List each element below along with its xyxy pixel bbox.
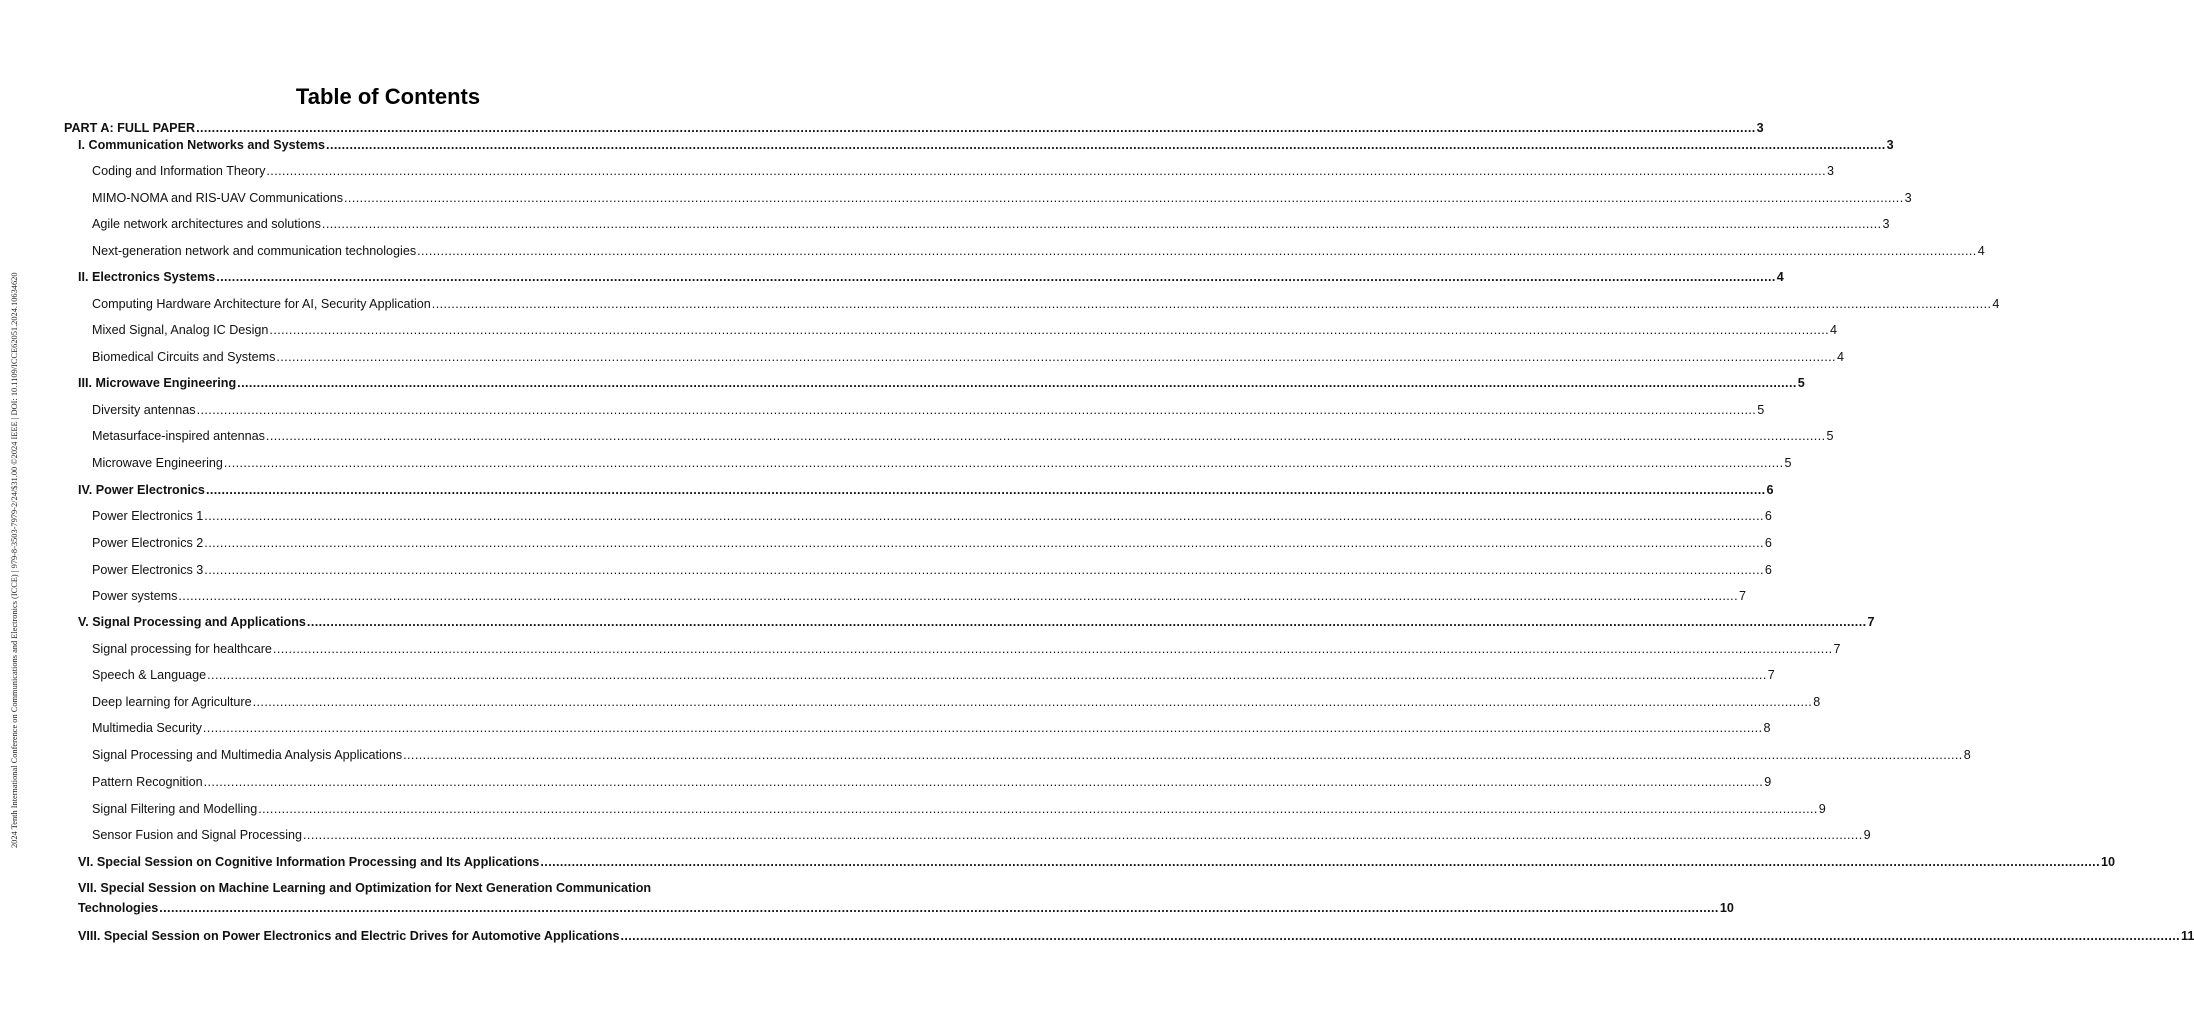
toc-page-number: 7: [1867, 615, 1875, 629]
toc-page-number: 10: [2100, 855, 2115, 869]
toc-page-number: 7: [1833, 642, 1841, 656]
toc-subentry[interactable]: [92, 641, 1841, 657]
toc-page-number: 7: [1767, 668, 1775, 682]
toc-subentry[interactable]: [92, 535, 1772, 551]
toc-entry-label: Metasurface-inspired antennas: [92, 429, 265, 443]
toc-subentry[interactable]: [92, 720, 1771, 736]
page-title: Table of Contents: [295, 84, 481, 109]
toc-page-number: 4: [1836, 350, 1844, 364]
toc-subentry[interactable]: [92, 296, 2000, 312]
toc-entry-label: Coding and Information Theory: [92, 164, 266, 178]
toc-entry-label: Next-generation network and communication technologies: [92, 244, 417, 258]
toc-entry-label: Power Electronics 2: [92, 536, 204, 550]
toc-page-number: 11: [2181, 929, 2194, 943]
toc-entry-label: Pattern Recognition: [92, 775, 203, 789]
toc-entry-label: Multimedia Security: [92, 721, 202, 735]
toc-page-number: 9: [1863, 828, 1871, 842]
toc-entry-label: VI. Special Session on Cognitive Information Processing and Its Applications: [78, 855, 540, 869]
toc-entry-label: V. Signal Processing and Applications: [78, 615, 306, 629]
toc-page-number: 6: [1764, 509, 1772, 523]
copyright-sidebar: 2024 Tenth International Conference on Communications and Electronics (ICCE) | 979-8-3503-7979-2/24/$31.00 ©2024 IEEE | DOI: 10.1109/ICCE62051.2024.10634620: [10, 272, 19, 848]
toc-page-number: 9: [1818, 802, 1826, 816]
toc-subentry[interactable]: [92, 216, 1890, 232]
toc-page-number: 4: [1830, 323, 1838, 337]
dot-leader: ................................................................................................................................................................................................................................................................................................................................................................................................................: [204, 563, 1764, 577]
toc-part-entry[interactable]: [64, 120, 1764, 136]
dot-leader: ................................................................................................................................................................................................................................................................................................................................................................................................................: [269, 323, 1829, 337]
dot-leader: ................................................................................................................................................................................................................................................................................................................................................................................................................: [258, 802, 1818, 816]
dot-leader: ................................................................................................................................................................................................................................................................................................................................................................................................................: [196, 121, 1756, 135]
toc-entry-label: Microwave Engineering: [92, 456, 223, 470]
toc-page-number: 3: [1756, 121, 1764, 135]
toc-page-number: 6: [1766, 483, 1774, 497]
toc-subentry[interactable]: [92, 801, 1826, 817]
toc-subentry[interactable]: [92, 322, 1838, 338]
toc-page-number: 3: [1886, 138, 1894, 152]
toc-page-number: 4: [1776, 270, 1784, 284]
toc-entry-label: I. Communication Networks and Systems: [78, 138, 326, 152]
toc-page-number: 3: [1904, 191, 1912, 205]
toc-section-entry[interactable]: [78, 854, 2115, 870]
toc-entry-label: II. Electronics Systems: [78, 270, 216, 284]
toc-page-number: 6: [1764, 536, 1772, 550]
toc-page-number: 5: [1826, 429, 1834, 443]
dot-leader: ................................................................................................................................................................................................................................................................................................................................................................................................................: [252, 695, 1813, 709]
toc-entry-label: IV. Power Electronics: [78, 483, 205, 497]
toc-entry-label-continued: Technologies: [78, 901, 159, 915]
toc-subentry[interactable]: [92, 588, 1746, 604]
dot-leader: ................................................................................................................................................................................................................................................................................................................................................................................................................: [178, 589, 1738, 603]
toc-page-number: 4: [1977, 244, 1985, 258]
toc-entry-label: Diversity antennas: [92, 403, 196, 417]
toc-subentry[interactable]: [92, 562, 1772, 578]
dot-leader: ................................................................................................................................................................................................................................................................................................................................................................................................................: [326, 138, 1886, 152]
dot-leader: ................................................................................................................................................................................................................................................................................................................................................................................................................: [272, 642, 1833, 656]
dot-leader: ................................................................................................................................................................................................................................................................................................................................................................................................................: [344, 191, 1904, 205]
toc-section-entry[interactable]: [78, 614, 1875, 630]
toc-page-number: 8: [1813, 695, 1821, 709]
toc-page-number: 5: [1797, 376, 1805, 390]
toc-page-number: 3: [1826, 164, 1834, 178]
toc-page-number: 9: [1764, 775, 1772, 789]
dot-leader: ................................................................................................................................................................................................................................................................................................................................................................................................................: [306, 615, 1867, 629]
toc-page-number: 5: [1757, 403, 1765, 417]
toc-entry-label: Deep learning for Agriculture: [92, 695, 252, 709]
toc-page-number: 6: [1764, 563, 1772, 577]
toc-entry-label: Agile network architectures and solutions: [92, 217, 321, 231]
toc-page-number: 3: [1882, 217, 1890, 231]
toc-page-number: 8: [1963, 748, 1971, 762]
toc-subentry[interactable]: [92, 190, 1912, 206]
toc-entry-label: Biomedical Circuits and Systems: [92, 350, 276, 364]
dot-leader: ................................................................................................................................................................................................................................................................................................................................................................................................................: [321, 217, 1882, 231]
dot-leader: ................................................................................................................................................................................................................................................................................................................................................................................................................: [403, 748, 1963, 762]
dot-leader: ................................................................................................................................................................................................................................................................................................................................................................................................................: [223, 456, 1784, 470]
toc-entry-label: Signal processing for healthcare: [92, 642, 272, 656]
dot-leader: ................................................................................................................................................................................................................................................................................................................................................................................................................: [237, 376, 1797, 390]
dot-leader: ................................................................................................................................................................................................................................................................................................................................................................................................................: [204, 536, 1764, 550]
dot-leader: ................................................................................................................................................................................................................................................................................................................................................................................................................: [540, 855, 2100, 869]
dot-leader: ................................................................................................................................................................................................................................................................................................................................................................................................................: [303, 828, 1863, 842]
toc-section-entry[interactable]: [78, 482, 1774, 498]
toc-subentry[interactable]: [92, 349, 1844, 365]
toc-section-entry[interactable]: [78, 375, 1805, 391]
toc-page-number: 8: [1763, 721, 1771, 735]
toc-entry-label: VII. Special Session on Machine Learning and Optimization for Next Generation Communication: [78, 881, 652, 895]
toc-subentry[interactable]: [92, 455, 1792, 471]
toc-subentry[interactable]: [92, 774, 1772, 790]
toc-entry-label: Power Electronics 1: [92, 509, 204, 523]
toc-entry-label: Computing Hardware Architecture for AI, Security Application: [92, 297, 431, 311]
toc-entry-label: Power systems: [92, 589, 178, 603]
toc-page-number: 7: [1738, 589, 1746, 603]
dot-leader: ................................................................................................................................................................................................................................................................................................................................................................................................................: [266, 164, 1826, 178]
toc-entry-label: Power Electronics 3: [92, 563, 204, 577]
dot-leader: ................................................................................................................................................................................................................................................................................................................................................................................................................: [196, 403, 1757, 417]
toc-entry-label: III. Microwave Engineering: [78, 376, 237, 390]
dot-leader: ................................................................................................................................................................................................................................................................................................................................................................................................................: [204, 509, 1764, 523]
toc-subentry[interactable]: [92, 163, 1834, 179]
toc-page-number: 10: [1719, 901, 1734, 915]
toc-subentry[interactable]: [92, 827, 1871, 843]
dot-leader: ................................................................................................................................................................................................................................................................................................................................................................................................................: [620, 929, 2181, 943]
dot-leader: ................................................................................................................................................................................................................................................................................................................................................................................................................: [207, 668, 1767, 682]
toc-entry-label: VIII. Special Session on Power Electronics and Electric Drives for Automotive Applications: [78, 929, 620, 943]
toc-page-number: 5: [1784, 456, 1792, 470]
dot-leader: ................................................................................................................................................................................................................................................................................................................................................................................................................: [203, 775, 1764, 789]
toc-entry-label: PART A: FULL PAPER: [64, 121, 196, 135]
toc-section-entry[interactable]: [78, 928, 2194, 944]
toc-entry-label: Mixed Signal, Analog IC Design: [92, 323, 269, 337]
toc-entry-label: Sensor Fusion and Signal Processing: [92, 828, 303, 842]
toc-subentry[interactable]: [92, 243, 1985, 259]
toc-subentry[interactable]: [92, 428, 1834, 444]
toc-subentry[interactable]: [92, 694, 1821, 710]
toc-entry-label: MIMO-NOMA and RIS-UAV Communications: [92, 191, 344, 205]
dot-leader: ................................................................................................................................................................................................................................................................................................................................................................................................................: [216, 270, 1776, 284]
dot-leader: ................................................................................................................................................................................................................................................................................................................................................................................................................: [205, 483, 1766, 497]
dot-leader: ................................................................................................................................................................................................................................................................................................................................................................................................................: [159, 901, 1719, 915]
toc-subentry[interactable]: [92, 508, 1772, 524]
toc-subentry[interactable]: [92, 667, 1775, 683]
toc-section-entry[interactable]: [78, 269, 1784, 285]
dot-leader: ................................................................................................................................................................................................................................................................................................................................................................................................................: [431, 297, 1992, 311]
toc-subentry[interactable]: [92, 402, 1765, 418]
dot-leader: ................................................................................................................................................................................................................................................................................................................................................................................................................: [276, 350, 1836, 364]
toc-page-number: 4: [1992, 297, 2000, 311]
toc-entry-label: Speech & Language: [92, 668, 207, 682]
dot-leader: ................................................................................................................................................................................................................................................................................................................................................................................................................: [202, 721, 1763, 735]
toc-subentry[interactable]: [92, 747, 1971, 763]
dot-leader: ................................................................................................................................................................................................................................................................................................................................................................................................................: [265, 429, 1826, 443]
toc-entry-label: Signal Processing and Multimedia Analysis Applications: [92, 748, 403, 762]
toc-entry-label: Signal Filtering and Modelling: [92, 802, 258, 816]
toc-section-entry[interactable]: [78, 878, 1734, 918]
toc-section-entry[interactable]: [78, 137, 1894, 153]
dot-leader: ................................................................................................................................................................................................................................................................................................................................................................................................................: [417, 244, 1977, 258]
